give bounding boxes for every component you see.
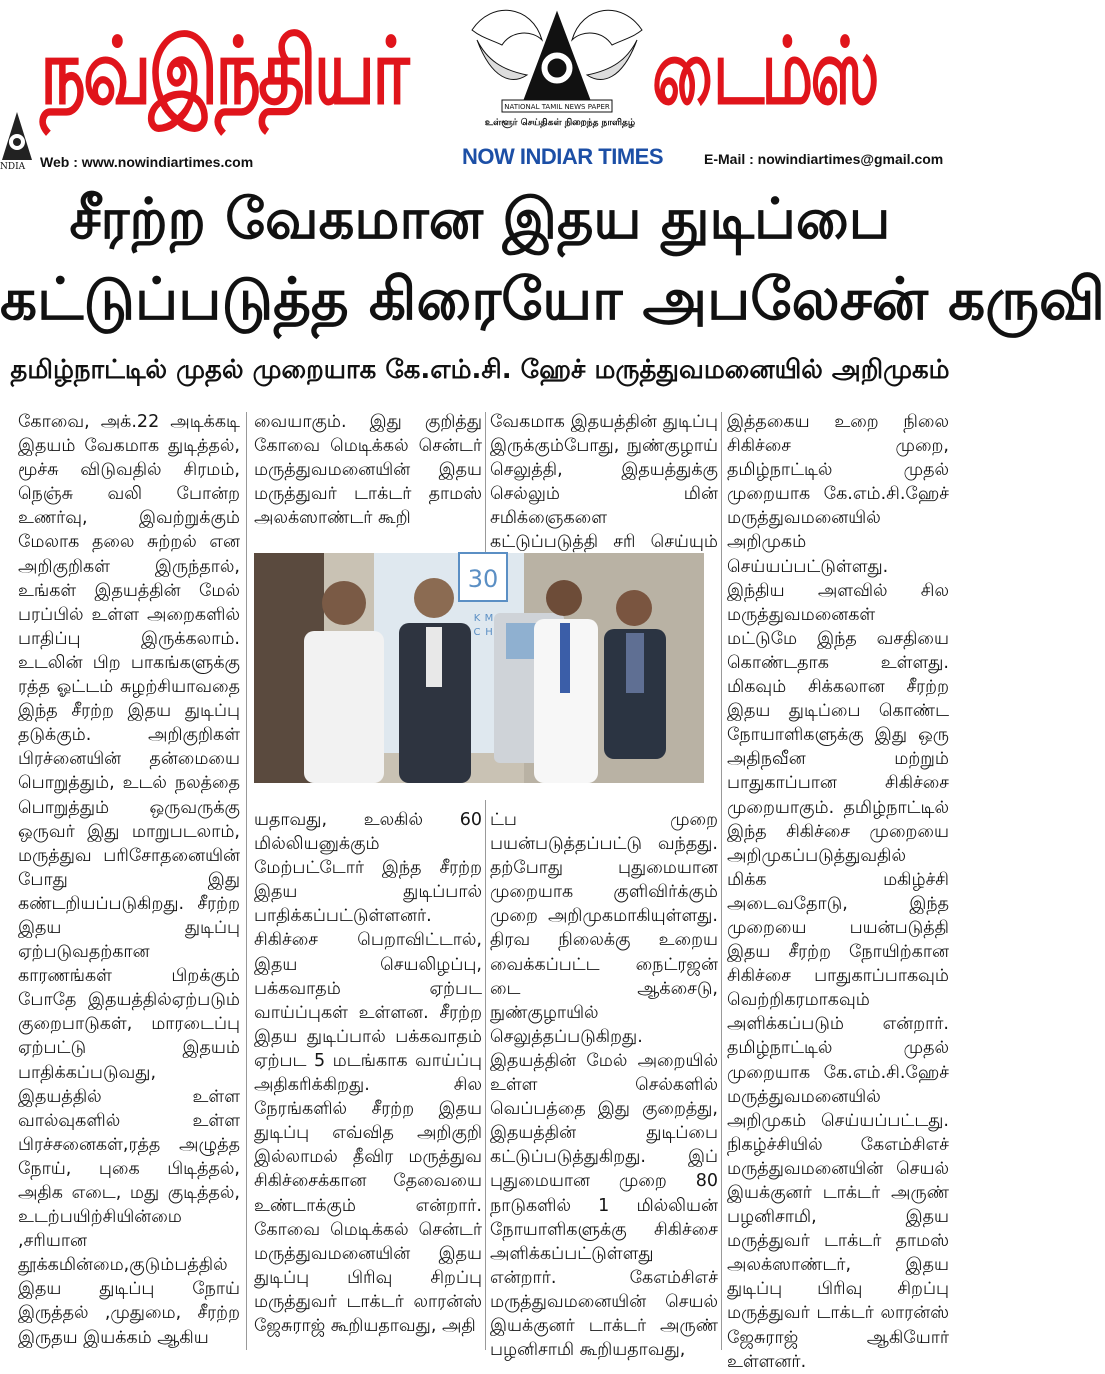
subheadline: தமிழ்நாட்டில் முதல் முறையாக கே.எம்.சி. ஹேச் மருத்துவமனையில் அறிமுகம் [10,355,950,385]
newspaper-emblem [462,0,652,130]
side-logo-text: NDIA [0,162,26,172]
article-column-2-top [254,410,482,530]
headline-line-1: சீரற்ற வேகமான இதய துடிப்பை [69,187,891,252]
masthead-motto: உள்ளூர் செய்திகள் நிறைந்த நாளிதழ் [484,118,636,128]
emblem-caption: NATIONAL TAMIL NEWS PAPER [504,103,610,111]
english-title: NOW INDIAR TIMES [462,144,663,169]
column-divider [246,412,247,1350]
article-column-3-bottom [490,808,718,1362]
photo-logo-text: 30 [467,565,499,593]
article-text: கோவை, அக்.22 அடிக்கடி இதயம் வேகமாக துடித்தல், மூச்சு விடுவதில் சிரமம், நெஞ்சு வலி போன்ற உணர்வு, இவற்றுக்கும் மேலாக தலை சுற்றல் என அறிகுறிகள் இருந்தால், உங்கள் இதயத்தின் மேல் பரப்பில் உள்ள அறைகளில் பாதிப்பு இருக்கலாம். உடலின் பிற பாகங்களுக்கு ரத்த ஓட்டம் சுழற்சியாவதை இந்த சீரற்ற இதய துடிப்பு தடுக்கும். அறிகுறிகள் பிரச்னையின் தன்மையை பொறுத்தும், உடல் நலத்தை பொறுத்தும் ஒருவருக்கு ஒருவர் இது மாறுபடலாம், மருத்துவ பரிசோதனையின் போது இது கண்டறியப்படுகிறது. சீரற்ற இதய துடிப்பு ஏற்படுவதற்கான காரணங்கள் பிறக்கும் போதே இதயத்தில்ஏற்படும் குறைபாடுகள், மாரடைப்பு ஏற்பட்டு இதயம் பாதிக்கப்படுவது, இதயத்தில் உள்ள வால்வுகளில் உள்ள பிரச்சனைகள்,ரத்த அழுத்த நோய், புகை பிடித்தல், அதிக எடை, மது குடித்தல், உடற்பயிற்சியின்மை ,சரியான தூக்கமின்மை,குடும்பத்தில் இதய துடிப்பு நோய் இருத்தல் ,முதுமை, சீரற்ற இருதய இயக்கம் ஆகிய [18,412,240,1348]
masthead-title-right: டைம்ஸ் [652,18,877,125]
photo-banner-letter: M [484,613,494,624]
article-text: வையாகும். இது குறித்து கோவை மெடிக்கல் சென்டர் மருத்துவமனையின் இதய மருத்துவர் டாக்டர் தாமஸ் அலக்ஸாண்டர் கூறி [254,412,482,529]
article-column-1 [18,410,240,1350]
column-divider [485,412,486,552]
masthead-title-left: நவ்இந்தியர் [40,18,407,125]
photo-banner-letter: K [473,613,481,624]
email-address: E-Mail : nowindiartimes@gmail.com [704,151,944,167]
article-text: ட்ப முறை பயன்படுத்தப்பட்டு வந்தது. தற்போது புதுமையான முறையாக குளிவிர்க்கும் முறை அறிமுகமாகியுள்ளது. திரவ நிலைக்கு உறைய வைக்கப்பட்ட நைட்ரஜன் டை ஆக்சைடு, நுண்குழாயில் செலுத்தப்படுகிறது. இதயத்தின் மேல் அறையில் உள்ள செல்களில் வெப்பத்தை இது குறைத்து, இதயத்தின் துடிப்பை கட்டுப்படுத்துகிறது. இப் புதுமையான முறை 80 நாடுகளில் 1 மில்லியன் நோயாளிகளுக்கு சிகிச்சை அளிக்கப்பட்டுள்ளது என்றார். கேஎம்சிஎச் மருத்துவமனையின் செயல் இயக்குனர் டாக்டர் அருண் பழனிசாமி கூறியதாவது, [490,810,718,1361]
article-text: வேகமாக இதயத்தின் துடிப்பு இருக்கும்போது, நுண்குழாய் செலுத்தி, இதயத்துக்கு செல்லும் மின் சமிக்ஞைகளை கட்டுப்படுத்தி சரி செய்யும் [490,412,718,553]
article-text: இத்தகைய உறை நிலை சிகிச்சை முறை, தமிழ்நாட்டில் முதல் முறையாக கே.எம்.சி.ஹேச் மருத்துவமனையில் அறிமுகம் செய்யப்பட்டுள்ளது. இந்திய அளவில் சில மருத்துவமனைகள் மட்டுமே இந்த வசதியை கொண்டதாக உள்ளது. மிகவும் சிக்கலான சீரற்ற இதய துடிப்பை கொண்ட நோயாளிகளுக்கு இது ஒரு அதிநவீன மற்றும் பாதுகாப்பான சிகிச்சை முறையாகும். தமிழ்நாட்டில் இந்த சிகிச்சை முறையை அறிமுகப்படுத்துவதில் மிக்க மகிழ்ச்சி அடைவதோடு, இந்த முறையை பயன்படுத்தி இதய சீரற்ற நோயிற்கான சிகிச்சை பாதுகாப்பாகவும் வெற்றிகரமாகவும் அளிக்கப்படும் என்றார். தமிழ்நாட்டில் முதல் முறையாக கே.எம்.சி.ஹேச் மருத்துவமனையில் அறிமுகம் செய்யப்பட்டது. நிகழ்ச்சியில் கேஎம்சிஎச் மருத்துவமனையின் செயல் இயக்குனர் டாக்டர் அருண் பழனிசாமி, இதய மருத்துவர் டாக்டர் தாமஸ் அலக்ஸாண்டர், இதய துடிப்பு பிரிவு சிறப்பு மருத்துவர் டாக்டர் லாரன்ஸ் ஜேசுராஜ் ஆகியோர் உள்ளனர். [727,412,949,1372]
article-column-2-bottom [254,808,482,1338]
article-text: யதாவது, உலகில் 60 மில்லியனுக்கும் மேற்பட்டோர் இந்த சீரற்ற இதய துடிப்பால் பாதிக்கப்பட்டுள்ளனர். சிகிச்சை பெறாவிட்டால், இதய செயலிழப்பு, பக்கவாதம் ஏற்பட வாய்ப்புகள் உள்ளன. சீரற்ற இதய துடிப்பால் பக்கவாதம் ஏற்பட 5 மடங்காக வாய்ப்பு அதிகரிக்கிறது. சில நேரங்களில் சீரற்ற இதய துடிப்பு எவ்வித அறிகுறி இல்லாமல் தீவிர மருத்துவ சிகிச்சைக்கான தேவையை உண்டாக்கும் என்றார். கோவை மெடிக்கல் சென்டர் மருத்துவமனையின் இதய துடிப்பு பிரிவு சிறப்பு மருத்துவர் டாக்டர் லாரன்ஸ் ஜேசுராஜ் கூறியதாவது, அதி [254,810,482,1336]
masthead [0,0,960,180]
article-column-4 [727,410,949,1374]
side-logo-icon [0,110,34,170]
news-photo [254,553,704,783]
headline-line-2: கட்டுப்படுத்த கிரையோ அபலேசன் கருவி [0,265,1105,333]
photo-banner-letter: C [473,627,481,638]
photo-banner-letter: H [485,627,493,638]
column-divider [721,412,722,1350]
column-divider [485,800,486,1350]
website-address: Web : www.nowindiartimes.com [40,154,254,170]
